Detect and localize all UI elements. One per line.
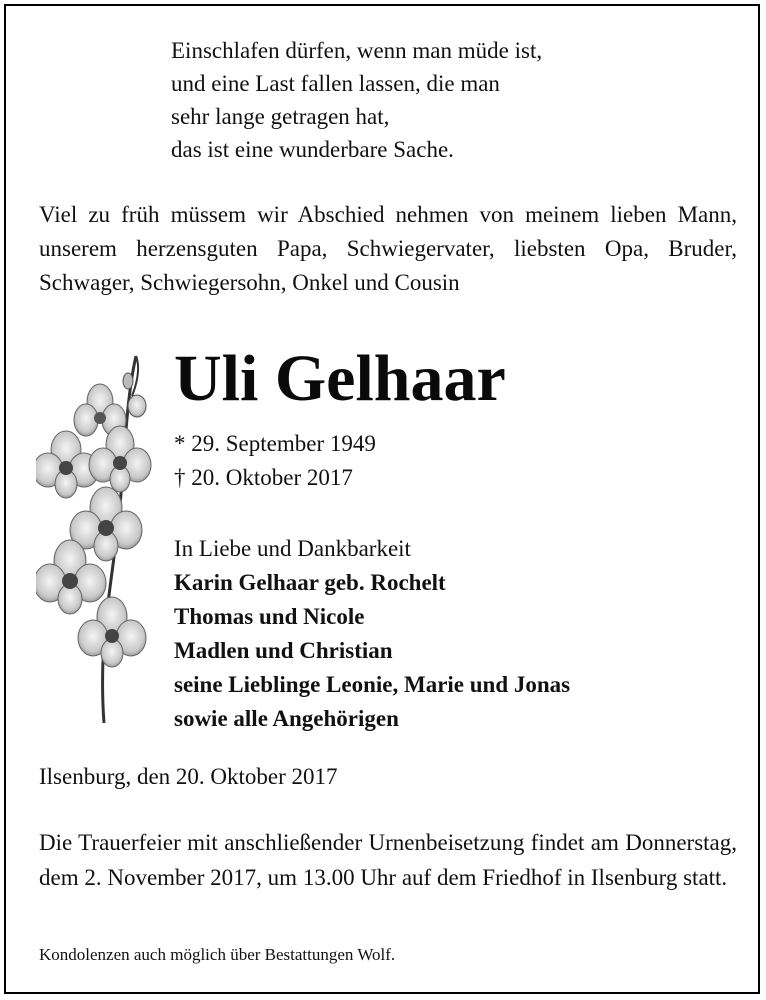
mourner-name: Thomas und Nicole <box>174 604 365 629</box>
mourner-name: Karin Gelhaar geb. Rochelt <box>174 570 446 595</box>
place-date: Ilsenburg, den 20. Oktober 2017 <box>39 764 338 789</box>
funeral-notice: Die Trauerfeier mit anschließender Urnenbeisetzung findet am Donnerstag, dem 2. November 2017, um 13.00 Uhr auf dem Friedhof in Ilsenburg statt. <box>39 830 737 890</box>
poem-line: Einschlafen dürfen, wenn man müde ist, <box>171 38 543 63</box>
poem-line: das ist eine wunderbare Sache. <box>171 137 454 162</box>
deceased-name: Uli Gelhaar <box>174 342 506 415</box>
obituary-notice <box>4 4 760 994</box>
mourners-list <box>174 532 570 736</box>
poem <box>171 34 542 166</box>
mourner-name: seine Lieblinge Leonie, Marie und Jonas <box>174 672 571 697</box>
orchid-icon <box>36 351 166 726</box>
birth-date: * 29. September 1949 <box>174 431 376 456</box>
poem-line: sehr lange getragen hat, <box>171 104 390 129</box>
mourner-name: Madlen und Christian <box>174 638 393 663</box>
poem-line: und eine Last fallen lassen, die man <box>171 71 500 96</box>
mourner-name: sowie alle Angehörigen <box>174 706 399 731</box>
life-dates <box>174 427 376 495</box>
death-date: † 20. Oktober 2017 <box>174 465 353 490</box>
mourners-intro: In Liebe und Dankbarkeit <box>174 536 411 561</box>
condolence-note: Kondolenzen auch möglich über Bestattungen Wolf. <box>39 945 396 964</box>
intro-text: Viel zu früh müssem wir Abschied nehmen von meinem lieben Mann, unserem herzensguten Papa, Schwiegervater, liebsten Opa, Bruder, Schwager, Schwiegersohn, Onkel und Cousin <box>39 202 737 295</box>
